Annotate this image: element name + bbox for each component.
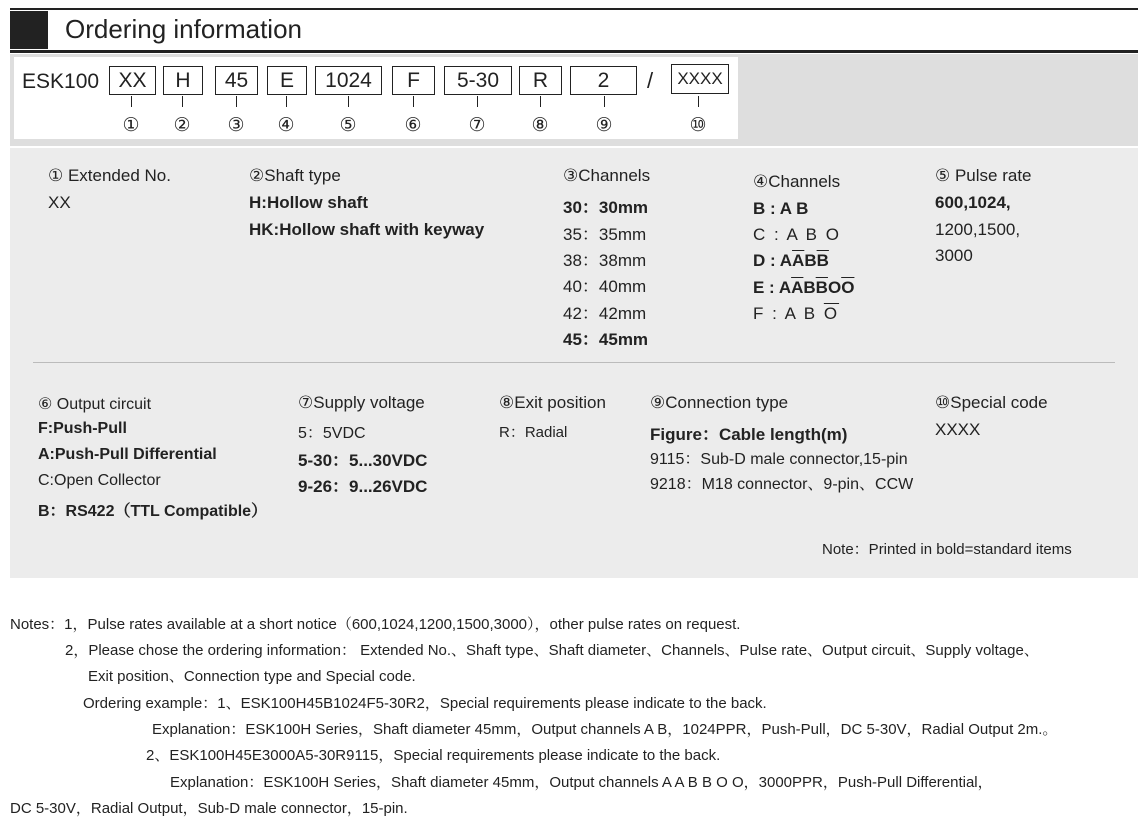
note-line-5: Explanation：ESK100H Series，Shaft diameter 45mm，Output channels A B，1024PPR，Push-Pull，DC 5-30V，Radial Output 2m.。 bbox=[152, 721, 1058, 738]
bold-legend-note: Note：Printed in bold=standard items bbox=[822, 541, 1072, 558]
channel-o-inverted: $\overline{O}$ bbox=[841, 278, 855, 297]
page-title: Ordering information bbox=[65, 14, 302, 44]
connection-value: 9115：Sub-D male connector,15-pin bbox=[650, 451, 908, 468]
code-number: ③ bbox=[227, 115, 245, 136]
section-divider bbox=[33, 362, 1115, 363]
code-tick bbox=[540, 96, 541, 107]
channel-b: B bbox=[803, 278, 816, 297]
code-box-supply: 5-30 bbox=[444, 66, 512, 95]
extended-title: ① Extended No. bbox=[48, 166, 171, 185]
diameter-value: 38：38mm bbox=[563, 251, 647, 270]
channel-b: B bbox=[805, 225, 819, 244]
channels-option-d bbox=[753, 251, 829, 271]
extended-value: XX bbox=[48, 193, 71, 212]
diameter-value: 35：35mm bbox=[563, 225, 647, 244]
connection-title: ⑨Connection type bbox=[650, 393, 789, 412]
note-line-4: Ordering example：1、ESK100H45B1024F5-30R2，Special requirements please indicate to the back. bbox=[83, 695, 767, 712]
channel-a: A bbox=[779, 251, 793, 270]
channel-b-inverted: $\overline{B}$ bbox=[815, 278, 828, 297]
supply-value: 9-26：9...26VDC bbox=[298, 477, 428, 496]
note-line-7: Explanation：ESK100H Series，Shaft diameter 45mm，Output channels A A B B O O，3000PPR，Push-Pull Differential， bbox=[170, 774, 993, 791]
code-box-pulse: 1024 bbox=[315, 66, 382, 95]
code-number: ⑧ bbox=[531, 115, 549, 136]
channels-option-e bbox=[753, 278, 854, 298]
shaft-value: HK:Hollow shaft with keyway bbox=[249, 220, 485, 239]
output-value: A:Push-Pull Differential bbox=[38, 446, 217, 463]
code-number: ⑩ bbox=[689, 115, 707, 136]
code-box-exit: R bbox=[519, 66, 562, 95]
code-prefix: ESK100 bbox=[22, 70, 100, 93]
diameter-value: 42：42mm bbox=[563, 304, 647, 323]
channels-prefix: B : bbox=[753, 199, 780, 218]
code-tick bbox=[604, 96, 605, 107]
exit-value: R：Radial bbox=[499, 424, 568, 441]
code-box-channels: E bbox=[267, 66, 307, 95]
supply-value: 5：5VDC bbox=[298, 425, 366, 442]
code-number: ⑦ bbox=[468, 115, 486, 136]
code-box-connection: 2 bbox=[570, 66, 637, 95]
diameter-value: 30：30mm bbox=[563, 198, 649, 217]
channel-o: O bbox=[825, 225, 841, 244]
channel-a: A bbox=[784, 304, 798, 323]
channels-option-f bbox=[753, 304, 839, 324]
channel-o-inverted: $\overline{O}$ bbox=[823, 304, 840, 323]
shaft-value: H:Hollow shaft bbox=[249, 193, 368, 212]
code-tick bbox=[477, 96, 478, 107]
code-tick bbox=[236, 96, 237, 107]
note-line-8: DC 5-30V，Radial Output，Sub-D male connector，15-pin. bbox=[10, 800, 408, 817]
channels-title: ④Channels bbox=[753, 172, 841, 191]
code-box-output: F bbox=[392, 66, 435, 95]
channel-a: A bbox=[778, 278, 792, 297]
diameter-value: 45：45mm bbox=[563, 330, 649, 349]
channel-b: B bbox=[796, 199, 809, 218]
output-value: B：RS422（TTL Compatible） bbox=[38, 503, 268, 520]
channel-a-inverted: $\overline{A}$ bbox=[792, 251, 805, 270]
exit-title: ⑧Exit position bbox=[499, 393, 606, 412]
channel-a: A bbox=[786, 225, 799, 244]
pulse-value: 1200,1500, bbox=[935, 220, 1021, 239]
note-line-3: Exit position、Connection type and Special code. bbox=[88, 668, 416, 685]
code-tick bbox=[286, 96, 287, 107]
header-block-marker bbox=[10, 11, 48, 49]
code-number: ② bbox=[173, 115, 191, 136]
channels-prefix: D : bbox=[753, 251, 780, 270]
channels-option-c bbox=[753, 225, 841, 245]
channels-prefix: C : bbox=[753, 225, 787, 244]
shaft-title: ②Shaft type bbox=[249, 166, 341, 185]
channel-a-inverted: $\overline{A}$ bbox=[791, 278, 804, 297]
channel-o: O bbox=[827, 278, 842, 297]
pulse-value: 3000 bbox=[935, 246, 973, 265]
code-box-extended: XX bbox=[109, 66, 156, 95]
note-line-6: 2、ESK100H45E3000A5-30R9115，Special requirements please indicate to the back. bbox=[146, 747, 721, 764]
note-line-2: 2，Please chose the ordering information： Extended No.、Shaft type、Shaft diameter、Channels、Pulse rate、Output circuit、Supply voltage、 bbox=[65, 642, 1039, 659]
code-tick bbox=[413, 96, 414, 107]
pulse-value: 600,1024, bbox=[935, 193, 1011, 212]
channels-prefix: F : bbox=[753, 304, 785, 323]
channel-a: A bbox=[779, 199, 792, 218]
supply-value: 5-30：5...30VDC bbox=[298, 451, 428, 470]
code-tick bbox=[182, 96, 183, 107]
channels-prefix: E : bbox=[753, 278, 779, 297]
special-title: ⑩Special code bbox=[935, 393, 1048, 412]
code-box-special: XXXX bbox=[671, 64, 729, 94]
pulse-title: ⑤ Pulse rate bbox=[935, 166, 1032, 185]
code-number: ⑤ bbox=[339, 115, 357, 136]
note-line-1: Notes：1，Pulse rates available at a short notice（600,1024,1200,1500,3000），other pulse rates on request. bbox=[10, 616, 741, 633]
code-number: ④ bbox=[277, 115, 295, 136]
code-number: ⑨ bbox=[595, 115, 613, 136]
output-title: ⑥ Output circuit bbox=[38, 396, 152, 413]
connection-value: 9218：M18 connector、9-pin、CCW bbox=[650, 476, 914, 493]
code-box-diameter: 45 bbox=[215, 66, 258, 95]
code-tick bbox=[348, 96, 349, 107]
channel-b-inverted: $\overline{B}$ bbox=[816, 251, 829, 270]
output-value: C:Open Collector bbox=[38, 472, 161, 489]
top-rule bbox=[10, 8, 1138, 10]
code-slash: / bbox=[647, 68, 654, 93]
header-rule bbox=[10, 50, 1138, 53]
supply-title: ⑦Supply voltage bbox=[298, 393, 425, 412]
diameter-value: 40：40mm bbox=[563, 277, 647, 296]
code-box-shaft: H bbox=[163, 66, 203, 95]
code-tick bbox=[131, 96, 132, 107]
channel-b: B bbox=[804, 251, 817, 270]
channel-b: B bbox=[803, 304, 818, 323]
connection-value: Figure：Cable length(m) bbox=[650, 425, 848, 444]
code-tick bbox=[698, 96, 699, 107]
diameter-title: ③Channels bbox=[563, 166, 651, 185]
code-number: ⑥ bbox=[404, 115, 422, 136]
output-value: F:Push-Pull bbox=[38, 420, 127, 437]
code-number: ① bbox=[122, 115, 140, 136]
special-value: XXXX bbox=[935, 420, 981, 439]
channels-option-b bbox=[753, 199, 808, 219]
